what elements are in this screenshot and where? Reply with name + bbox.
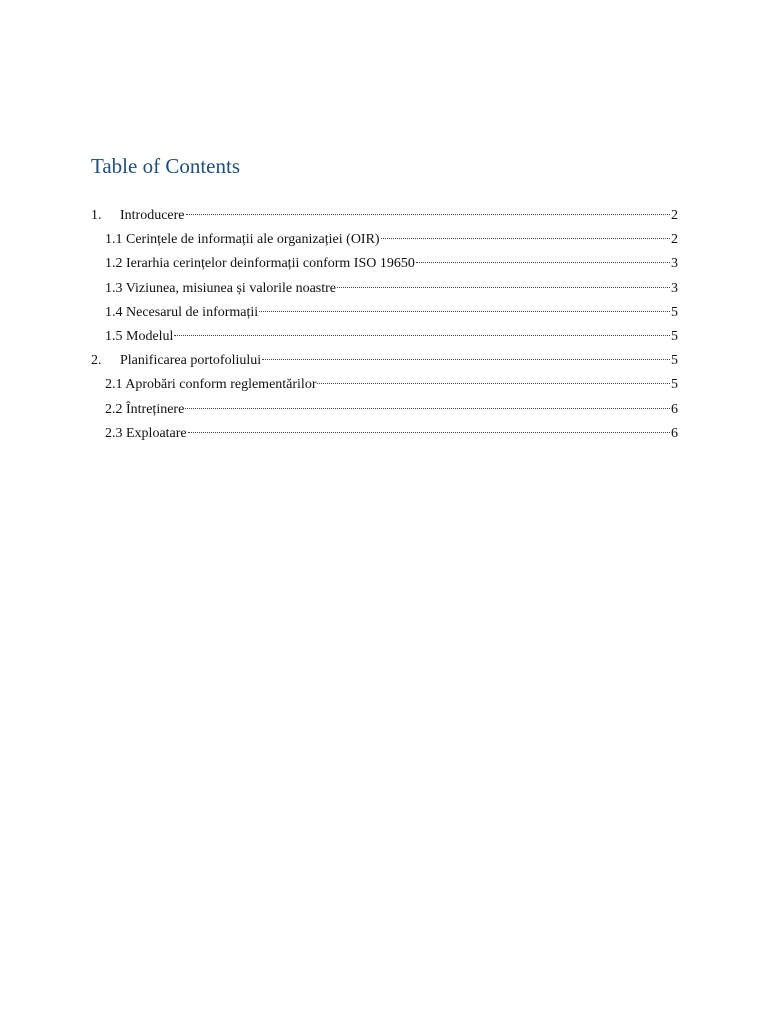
toc-entry-1-3[interactable] (91, 277, 678, 301)
toc-entry-text: 1.2 Ierarhia cerințelor deinformații conform ISO 19650 (105, 256, 415, 272)
toc-entry-page: 3 (671, 256, 678, 272)
toc-entry-2[interactable] (91, 349, 678, 373)
toc-entry-page: 5 (671, 377, 678, 393)
toc-entry-2-1[interactable] (91, 373, 678, 397)
toc-entry-1-2[interactable] (91, 252, 678, 276)
toc-entry-number: 1. (91, 208, 102, 223)
toc-dot-leader (188, 431, 670, 433)
toc-entry-1[interactable] (91, 204, 678, 228)
toc-entry-2-3[interactable] (91, 422, 678, 446)
toc-dot-leader (262, 358, 670, 360)
toc-entry-text: Introducere (120, 208, 185, 223)
toc-title: Table of Contents (91, 154, 240, 178)
toc-dot-leader (416, 261, 670, 263)
toc-entry-text: 1.5 Modelul (105, 328, 174, 344)
toc-list (91, 204, 678, 446)
toc-entry-text: 2.2 Întreținere (105, 401, 185, 417)
toc-entry-number: 2. (91, 353, 102, 369)
toc-entry-page: 6 (671, 401, 678, 417)
toc-entry-page: 5 (671, 328, 678, 344)
toc-entry-text: 1.1 Cerințele de informații ale organizației (OIR) (105, 232, 380, 248)
toc-dot-leader (317, 382, 670, 384)
toc-entry-page: 5 (671, 353, 678, 369)
toc-dot-leader (174, 334, 670, 336)
toc-dot-leader (185, 407, 670, 409)
toc-entry-page: 6 (671, 425, 678, 441)
toc-entry-text: 1.4 Necesarul de informații (105, 304, 259, 320)
toc-dot-leader (337, 286, 670, 288)
toc-entry-1-4[interactable] (91, 301, 678, 325)
toc-entry-page: 3 (671, 280, 678, 296)
toc-entry-2-2[interactable] (91, 398, 678, 422)
toc-entry-page: 5 (671, 304, 678, 320)
toc-entry-text: Planificarea portofoliului (120, 353, 262, 369)
toc-entry-page: 2 (671, 232, 678, 248)
toc-entry-text: 1.3 Viziunea, misiunea și valorile noastre (105, 280, 337, 296)
toc-entry-text: 2.3 Exploatare (105, 425, 187, 441)
toc-entry-1-5[interactable] (91, 325, 678, 349)
toc-entry-1-1[interactable] (91, 228, 678, 252)
toc-dot-leader (259, 310, 670, 312)
toc-dot-leader (381, 237, 670, 239)
toc-entry-text: 2.1 Aprobări conform reglementărilor (105, 377, 317, 393)
toc-dot-leader (186, 213, 670, 215)
toc-entry-page: 2 (671, 208, 678, 223)
